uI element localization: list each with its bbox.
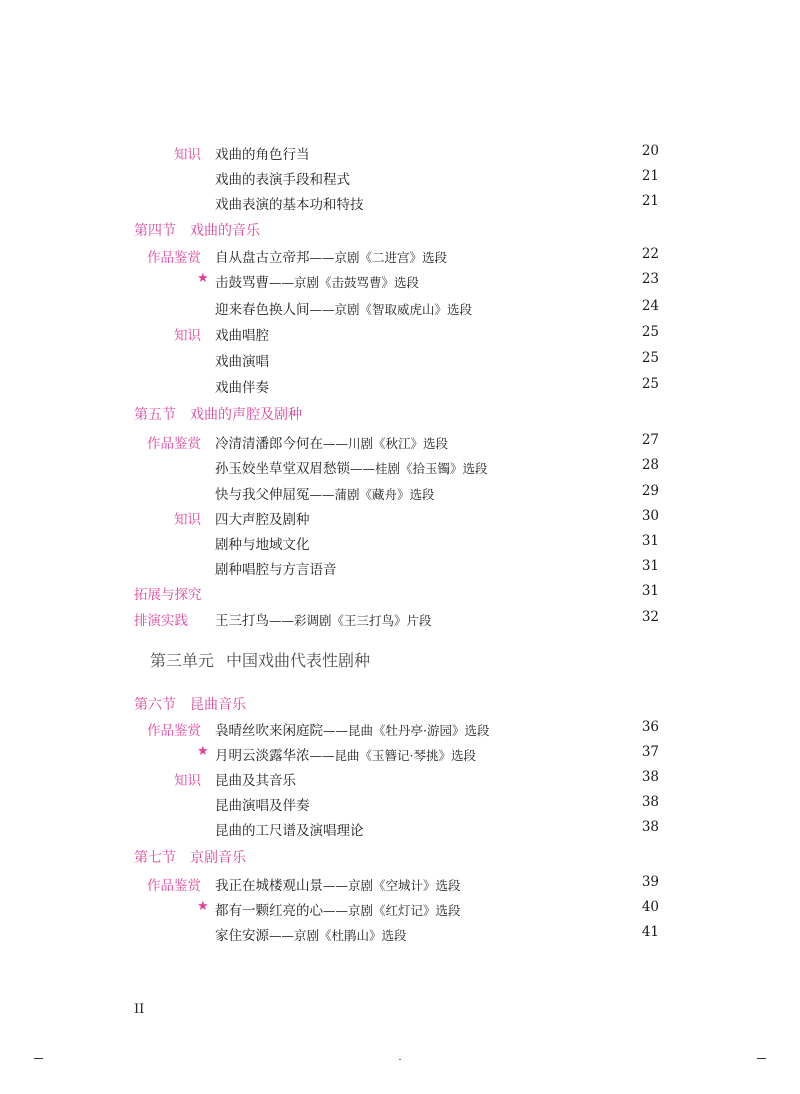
page-folio: II (134, 1002, 145, 1017)
page-number: 38 (641, 794, 659, 810)
entry-subtitle: ——京剧《空城计》选段 (323, 878, 461, 893)
entry-title: 都有一颗红亮的心 (215, 903, 323, 919)
section-title: 第六节 昆曲音乐 (134, 697, 246, 713)
page-number: 41 (641, 924, 659, 940)
page-number: 21 (641, 168, 659, 184)
entry-title: 月明云淡露华浓 (215, 748, 310, 764)
toc-entry[interactable] (0, 454, 800, 476)
entry-title-group (215, 819, 364, 839)
unit-title: 中国戏曲代表性剧种 (226, 651, 371, 670)
page-number: 25 (641, 350, 659, 366)
page-number: 37 (641, 744, 659, 760)
section-heading (0, 402, 800, 424)
entry-subtitle: ——昆曲《牡丹亭·游园》选段 (323, 723, 490, 738)
entry-title-group (215, 324, 269, 344)
entry-title: 昆曲的工尺谱及演唱理论 (215, 823, 364, 839)
unit-label: 第三单元 (150, 651, 215, 670)
section-heading (0, 692, 800, 714)
entry-title: 我正在城楼观山景 (215, 878, 323, 894)
entry-title: 家住安源 (215, 928, 269, 944)
toc-entry[interactable] (0, 165, 800, 187)
page-number: 32 (641, 609, 659, 625)
category-label: 知识 (174, 147, 201, 163)
category-label: 作品鉴赏 (147, 878, 201, 894)
entry-title: 袅晴丝吹来闲庭院 (215, 723, 323, 739)
toc-entry[interactable] (0, 505, 800, 527)
toc-entry[interactable] (0, 190, 800, 212)
entry-title-group (215, 533, 310, 553)
page-number: 23 (641, 271, 659, 287)
toc-entry[interactable] (0, 716, 800, 738)
entry-subtitle: ——京剧《红灯记》选段 (323, 903, 461, 918)
toc-entry[interactable] (0, 816, 800, 838)
entry-title-group (215, 457, 488, 477)
page-number: 27 (641, 432, 659, 448)
entry-title: 戏曲的角色行当 (215, 147, 310, 163)
section-heading (0, 218, 800, 240)
page-number: 36 (641, 719, 659, 735)
entry-title: 戏曲的表演手段和程式 (215, 172, 350, 188)
page-number: 38 (641, 769, 659, 785)
category-label: 作品鉴赏 (147, 723, 201, 739)
entry-title: 昆曲及其音乐 (215, 773, 296, 789)
entry-subtitle: ——京剧《智取威虎山》选段 (309, 302, 473, 317)
entry-subtitle: ——昆曲《玉簪记·琴挑》选段 (309, 748, 476, 763)
toc-entry[interactable] (0, 921, 800, 943)
entry-title-group (215, 719, 489, 739)
page-number: 22 (641, 246, 659, 262)
toc-entry[interactable] (0, 480, 800, 502)
toc-entry[interactable] (0, 606, 800, 628)
entry-title-group (215, 246, 447, 266)
crop-mark-right (757, 1058, 766, 1059)
entry-title: 昆曲演唱及伴奏 (215, 798, 310, 814)
entry-title: 戏曲演唱 (215, 354, 269, 370)
entry-title-group (215, 298, 472, 318)
entry-title: 剧种与地域文化 (215, 537, 310, 553)
entry-subtitle: ——蒲剧《藏舟》选段 (309, 487, 435, 502)
entry-title-group (215, 143, 310, 163)
entry-title: 冷清清潘郎今何在 (215, 436, 323, 452)
entry-title-group (215, 924, 407, 944)
entry-title: 迎来春色换人间 (215, 302, 310, 318)
entry-title: 戏曲伴奏 (215, 380, 269, 396)
toc-entry[interactable] (0, 295, 800, 317)
page-number: 39 (641, 874, 659, 890)
entry-title-group (215, 899, 461, 919)
entry-title-group (215, 168, 350, 188)
entry-title-group (215, 769, 296, 789)
entry-title: 戏曲表演的基本功和特技 (215, 197, 364, 213)
toc-entry[interactable] (0, 896, 800, 918)
toc-entry[interactable] (0, 871, 800, 893)
crop-mark-left (34, 1058, 43, 1059)
toc-entry[interactable] (0, 741, 800, 763)
page-number: 30 (641, 508, 659, 524)
toc-entry[interactable] (0, 791, 800, 813)
center-mark (399, 1059, 401, 1060)
category-label: 知识 (174, 328, 201, 344)
page-number: 31 (641, 558, 659, 574)
toc-entry[interactable] (0, 766, 800, 788)
page-number: 20 (641, 143, 659, 159)
entry-title: 戏曲唱腔 (215, 328, 269, 344)
entry-title: 王三打鸟 (215, 613, 269, 629)
page-number: 29 (641, 483, 659, 499)
section-title: 第五节 戏曲的声腔及剧种 (134, 407, 302, 423)
section-heading (0, 845, 800, 867)
category-label: 排演实践 (134, 613, 188, 629)
category-label: 作品鉴赏 (147, 436, 201, 452)
star-icon: ★ (197, 271, 209, 286)
entry-title-group (215, 744, 476, 764)
unit-heading (0, 648, 800, 670)
entry-title: 快与我父伸屈冤 (215, 487, 310, 503)
toc-entry[interactable] (0, 243, 800, 265)
page-number: 24 (641, 298, 659, 314)
page-number: 28 (641, 457, 659, 473)
entry-title-group (215, 609, 432, 629)
entry-title-group (215, 558, 337, 578)
entry-title-group (215, 432, 448, 452)
entry-title: 剧种唱腔与方言语音 (215, 562, 337, 578)
category-label: 知识 (174, 512, 201, 528)
toc-entry[interactable] (0, 580, 800, 602)
entry-subtitle: ——桂剧《拾玉镯》选段 (350, 461, 488, 476)
entry-subtitle: ——彩调剧《王三打鸟》片段 (269, 613, 432, 628)
entry-subtitle: ——京剧《杜鹃山》选段 (269, 928, 407, 943)
category-label: 作品鉴赏 (147, 250, 201, 266)
unit-title-group (150, 648, 370, 671)
page-number: 31 (641, 533, 659, 549)
entry-title-group (215, 271, 419, 291)
entry-title-group (215, 794, 310, 814)
star-icon: ★ (197, 744, 209, 759)
entry-subtitle: ——京剧《击鼓骂曹》选段 (269, 275, 420, 290)
toc-entry[interactable] (0, 429, 800, 451)
entry-title: 自从盘古立帝邦 (215, 250, 310, 266)
toc-entry[interactable] (0, 140, 800, 162)
page-number: 25 (641, 376, 659, 392)
category-label: 拓展与探究 (134, 587, 202, 603)
entry-title-group (215, 508, 310, 528)
entry-title-group (215, 874, 461, 894)
page-number: 38 (641, 819, 659, 835)
entry-title-group (215, 350, 269, 370)
toc-entry[interactable] (0, 373, 800, 395)
entry-title-group (215, 376, 269, 396)
entry-subtitle: ——川剧《秋江》选段 (323, 436, 449, 451)
toc-entry[interactable] (0, 555, 800, 577)
section-title: 第四节 戏曲的音乐 (134, 223, 260, 239)
page-number: 21 (641, 193, 659, 209)
toc-entry[interactable] (0, 530, 800, 552)
entry-title-group (215, 483, 435, 503)
page-number: 25 (641, 324, 659, 340)
toc-entry[interactable] (0, 321, 800, 343)
entry-subtitle: ——京剧《二进宫》选段 (309, 250, 448, 265)
category-label: 知识 (174, 773, 201, 789)
toc-entry[interactable] (0, 268, 800, 290)
star-icon: ★ (197, 899, 209, 914)
entry-title: 击鼓骂曹 (215, 275, 269, 291)
page-number: 31 (641, 583, 659, 599)
entry-title-group (215, 193, 364, 213)
entry-title: 四大声腔及剧种 (215, 512, 310, 528)
section-title: 第七节 京剧音乐 (134, 850, 246, 866)
page-number: 40 (641, 899, 659, 915)
entry-title: 孙玉姣坐草堂双眉愁锁 (215, 461, 350, 477)
toc-entry[interactable] (0, 347, 800, 369)
